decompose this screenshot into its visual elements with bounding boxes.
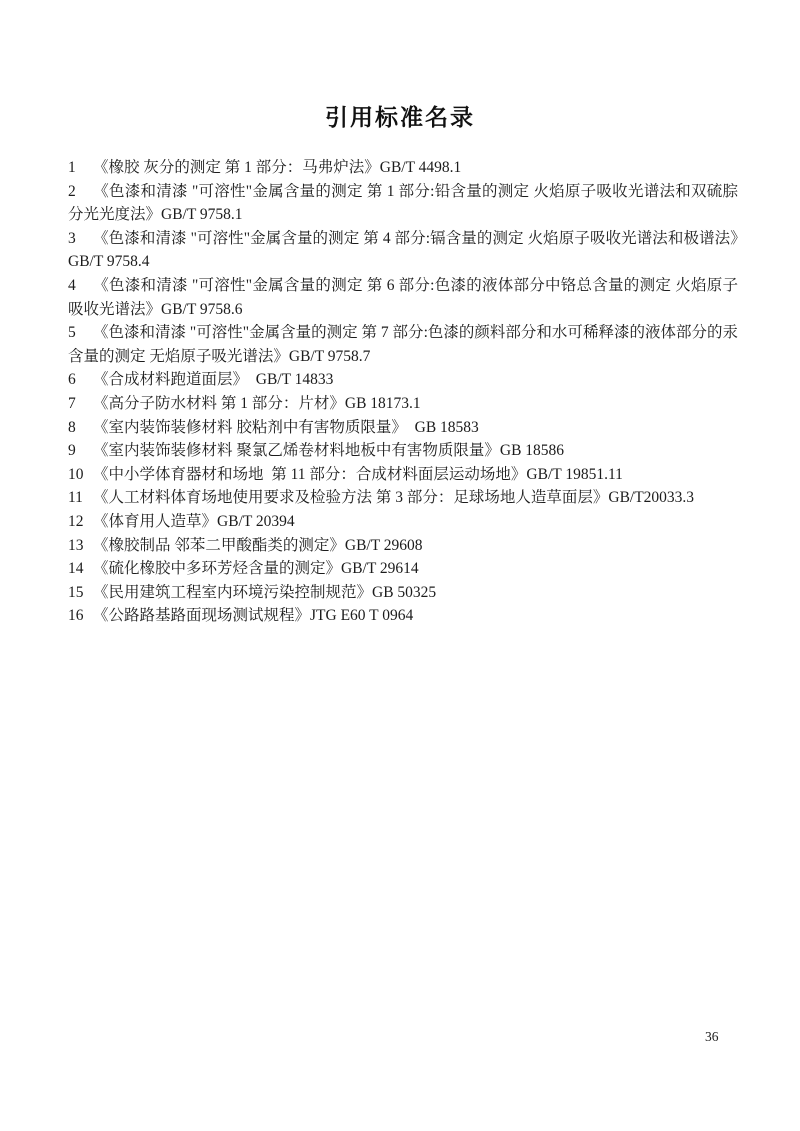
page-title: 引用标准名录 (325, 104, 475, 130)
item-number: 1 (68, 159, 76, 176)
list-item (68, 156, 738, 180)
item-number: 2 (68, 182, 76, 200)
item-number: 12 (68, 512, 84, 530)
item-text: 《橡胶 灰分的测定 第 1 部分：马弗炉法》GB/T 4498.1 (93, 159, 462, 176)
item-text: 《色漆和清漆 "可溶性"金属含量的测定 第 6 部分:色漆的液体部分中铬总含量的测定 火焰原子吸收光谱法》GB/T 9758.6 (68, 276, 738, 318)
item-text: 《室内装饰装修材料 胶粘剂中有害物质限量》 GB 18583 (93, 418, 479, 436)
list-item (68, 463, 738, 487)
item-number: 3 (68, 229, 76, 247)
item-number: 15 (68, 583, 84, 601)
item-text: 《色漆和清漆 "可溶性"金属含量的测定 第 7 部分:色漆的颜料部分和水可稀释漆的液体部分的汞含量的测定 无焰原子吸光谱法》GB/T 9758.7 (68, 324, 738, 365)
item-number: 10 (68, 465, 84, 483)
item-number: 14 (68, 560, 84, 578)
list-item (68, 416, 738, 440)
list-item (68, 439, 738, 463)
item-text: 《橡胶制品 邻苯二甲酸酯类的测定》GB/T 29608 (93, 536, 423, 554)
item-number: 5 (68, 324, 76, 342)
item-text: 《公路路基路面现场测试规程》JTG E60 T 0964 (93, 607, 414, 625)
item-number: 16 (68, 607, 84, 625)
list-item (68, 368, 738, 392)
standards-list (68, 156, 738, 628)
item-number: 8 (68, 418, 76, 436)
item-number: 7 (68, 394, 76, 412)
item-text: 《色漆和清漆 "可溶性"金属含量的测定 第 4 部分:镉含量的测定 火焰原子吸收光谱法和极谱法》GB/T 9758.4 (68, 229, 738, 271)
list-item (68, 180, 738, 227)
list-item (68, 534, 738, 558)
list-item (68, 227, 738, 274)
list-item (68, 392, 738, 416)
item-number: 11 (68, 489, 83, 507)
item-number: 9 (68, 442, 76, 460)
list-item (68, 510, 738, 534)
item-text: 《高分子防水材料 第 1 部分：片材》GB 18173.1 (93, 394, 421, 412)
item-text: 《色漆和清漆 "可溶性"金属含量的测定 第 1 部分:铅含量的测定 火焰原子吸收光谱法和双硫腙分光光度法》GB/T 9758.1 (68, 182, 738, 224)
item-text: 《人工材料体育场地使用要求及检验方法 第 3 部分：足球场地人造草面层》GB/T20033.3 (93, 489, 695, 507)
list-item (68, 557, 738, 581)
item-text: 《体育用人造草》GB/T 20394 (93, 512, 295, 530)
item-text: 《硫化橡胶中多环芳烃含量的测定》GB/T 29614 (93, 560, 419, 578)
item-number: 13 (68, 536, 84, 554)
item-number: 4 (68, 276, 76, 294)
item-text: 《中小学体育器材和场地 第 11 部分：合成材料面层运动场地》GB/T 19851.11 (93, 465, 623, 483)
list-item (68, 321, 738, 368)
list-item (68, 486, 738, 510)
item-number: 6 (68, 371, 76, 389)
list-item (68, 604, 738, 628)
list-item (68, 581, 738, 605)
page-number: 36 (705, 1029, 719, 1044)
item-text: 《合成材料跑道面层》 GB/T 14833 (93, 371, 334, 389)
list-item (68, 274, 738, 321)
item-text: 《室内装饰装修材料 聚氯乙烯卷材料地板中有害物质限量》GB 18586 (93, 442, 565, 460)
item-text: 《民用建筑工程室内环境污染控制规范》GB 50325 (93, 583, 437, 601)
